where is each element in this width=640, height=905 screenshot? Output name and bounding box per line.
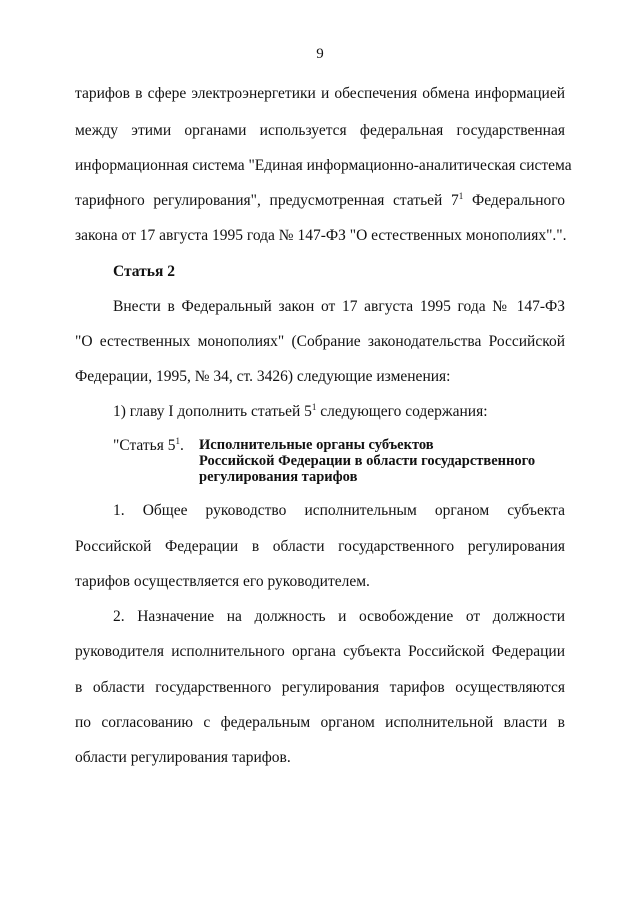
text-line: тарифов в сфере электроэнергетики и обеспечения обмена информацией: [75, 85, 565, 102]
text-line: закона от 17 августа 1995 года № 147-ФЗ "О естественных монополиях".".: [75, 227, 567, 244]
text-line: области регулирования тарифов.: [75, 749, 291, 766]
article-label: "Статья $5^1$.: [113, 436, 184, 454]
text-line: между этими органами используется федеральная государственная: [75, 122, 565, 139]
text-line: "О естественных монополиях" (Собрание законодательства Российской: [75, 333, 565, 350]
text-line: Внести в Федеральный закон от 17 августа 1995 года № 147-ФЗ: [113, 298, 565, 315]
text-line: по согласованию с федеральным органом исполнительной власти в: [75, 714, 565, 731]
text-line: руководителя исполнительного органа субъекта Российской Федерации: [75, 643, 565, 660]
page-number: 9: [316, 46, 324, 62]
text-line: 1. Общее руководство исполнительным органом субъекта: [113, 502, 565, 519]
article-title: Исполнительные органы субъектов: [199, 437, 434, 453]
article-title: Российской Федерации в области государственного: [199, 453, 536, 469]
text-line: тарифного регулирования", предусмотренная статьей $7^1$ Федерального: [75, 191, 565, 209]
text-line: Российской Федерации в области государственного регулирования: [75, 538, 565, 555]
text-line: в области государственного регулирования тарифов осуществляются: [75, 679, 565, 696]
list-item: 1) главу I дополнить статьей $5^1$ следующего содержания:: [113, 402, 488, 420]
article-title: регулирования тарифов: [199, 469, 358, 485]
article-heading: Статья 2: [113, 263, 175, 280]
text-line: 2. Назначение на должность и освобождение от должности: [113, 608, 565, 625]
text-line: информационная система "Единая информационно-аналитическая система: [75, 157, 572, 174]
text-line: Федерации, 1995, № 34, ст. 3426) следующие изменения:: [75, 368, 451, 385]
text-line: тарифов осуществляется его руководителем.: [75, 573, 370, 590]
